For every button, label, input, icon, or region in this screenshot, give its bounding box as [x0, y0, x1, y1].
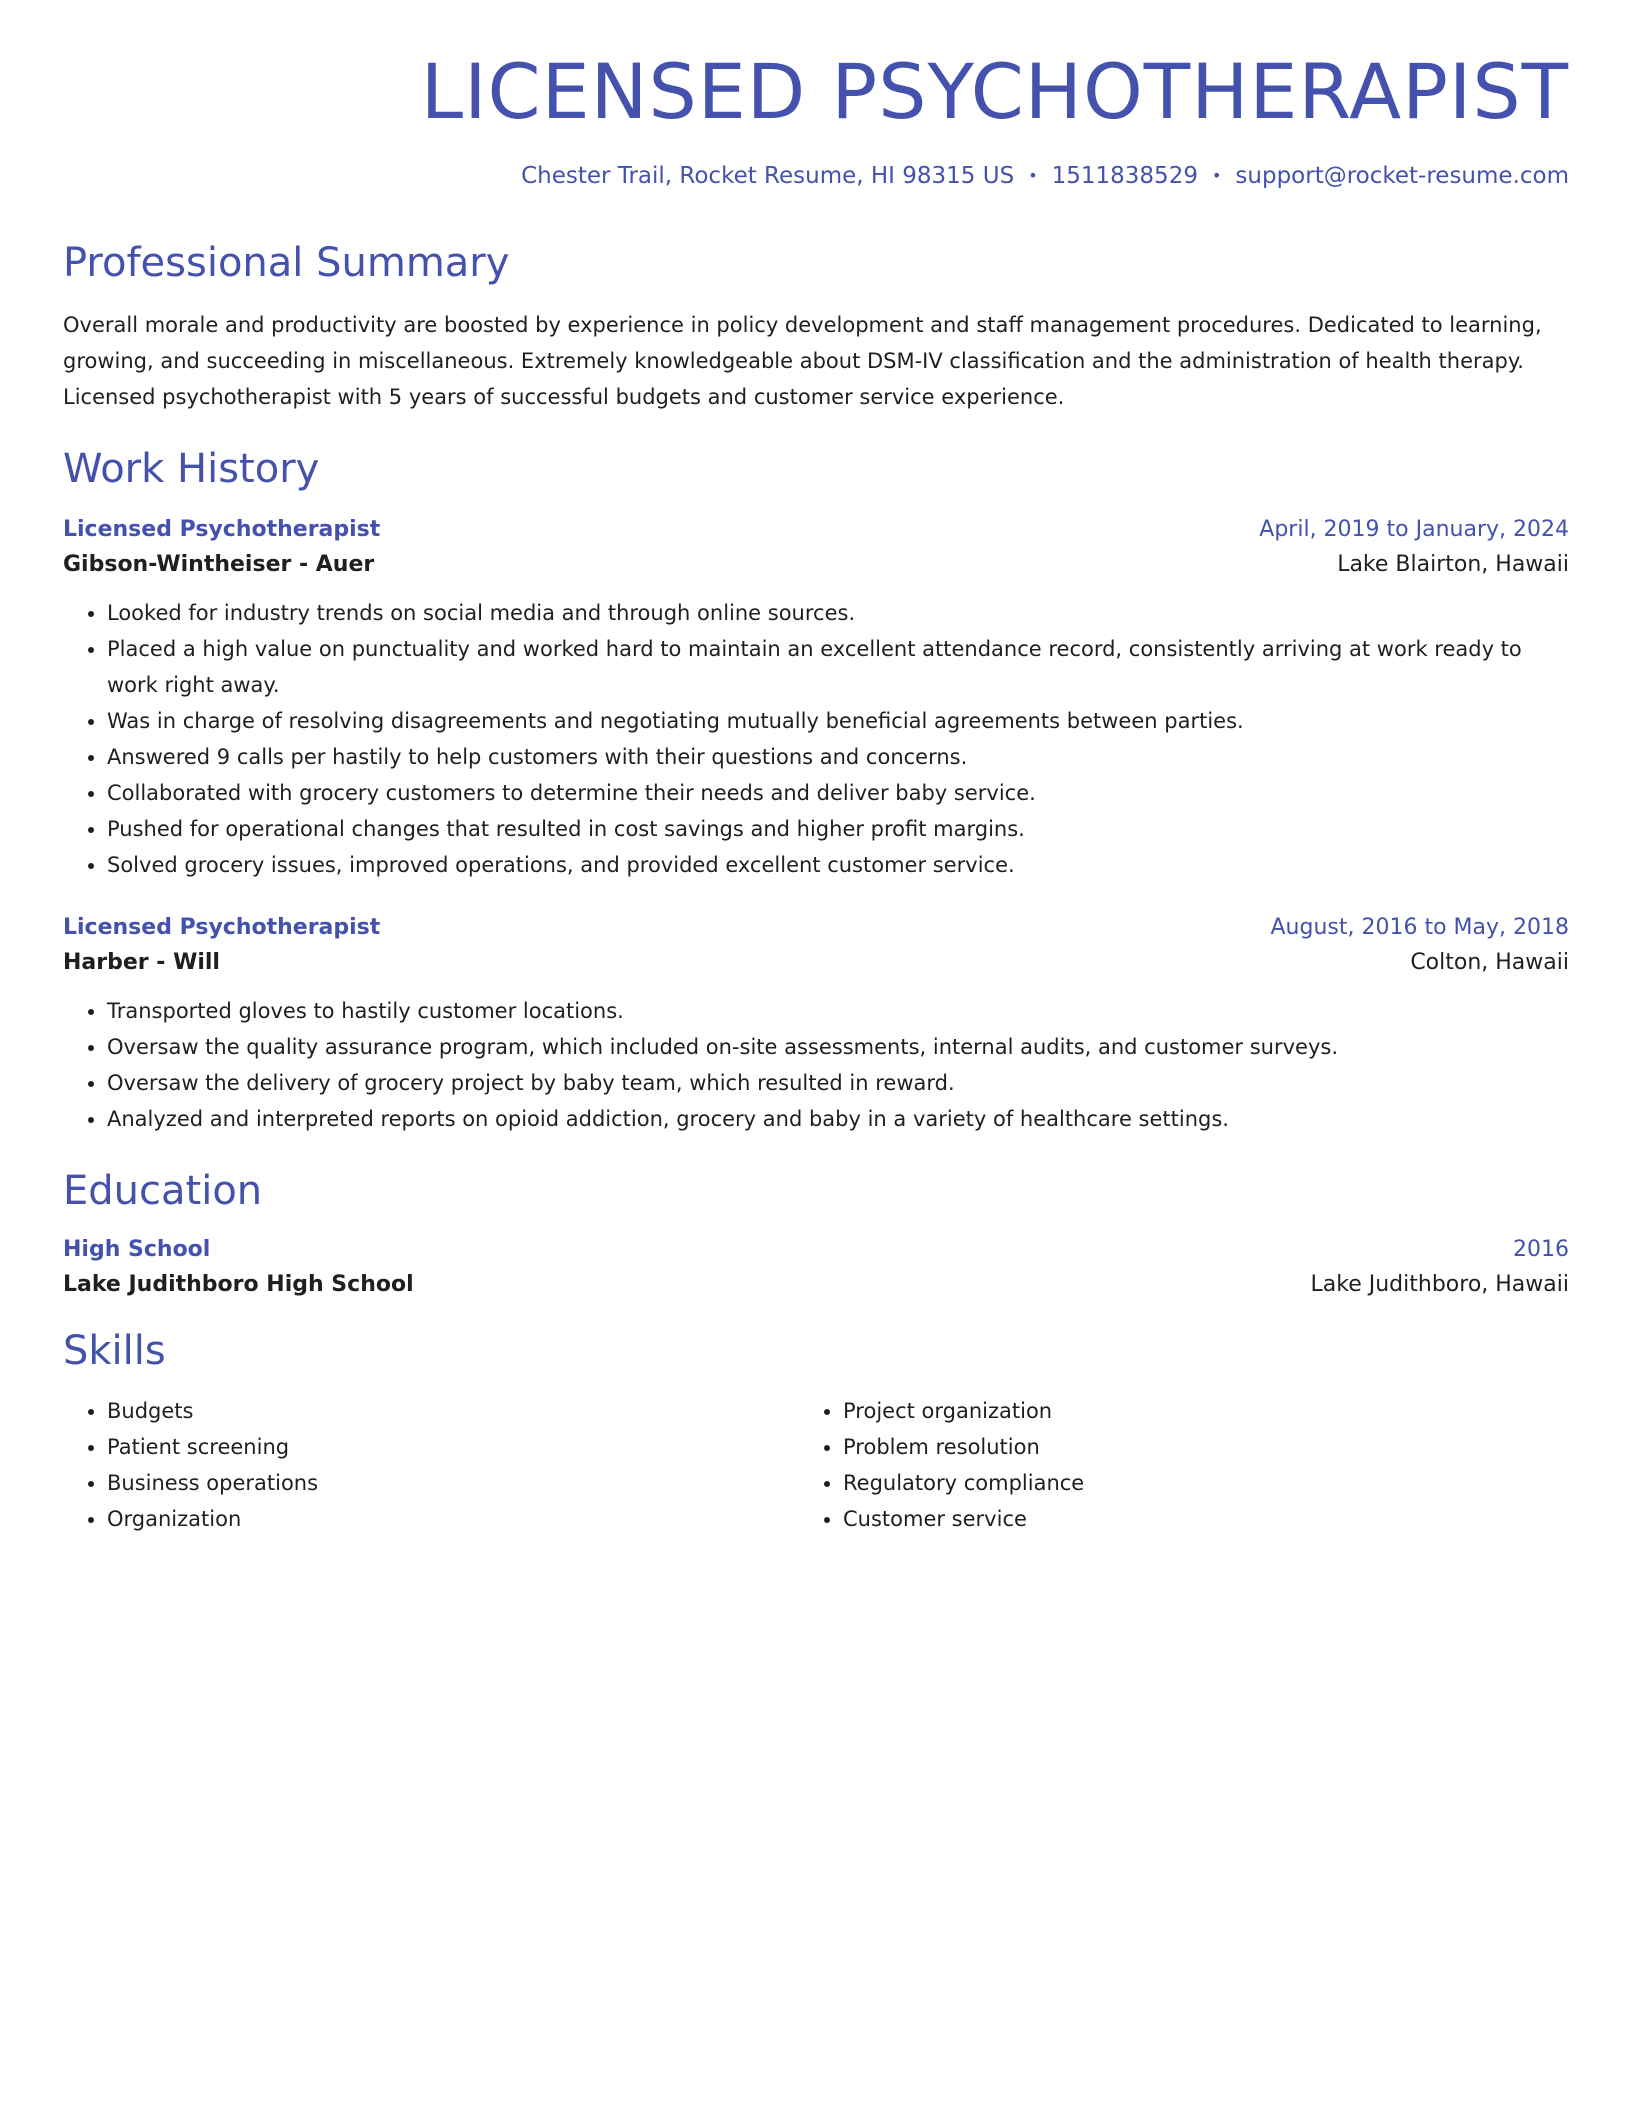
education-year: 2016 — [1513, 1237, 1569, 1263]
skills-columns — [63, 1393, 1569, 1537]
list-item: • Solved grocery issues, improved operations, and provided excellent customer service. — [107, 847, 1569, 883]
skill-item: • Project organization — [843, 1393, 1535, 1429]
summary-text: Overall morale and productivity are boosted by experience in policy development and staff management procedures. Dedicated to learning, growing, and succeeding in miscellaneous. Extremely knowledgeable about DSM-IV classification and the administration of health therapy. Licensed psychotherapist with 5 years of successful budgets and customer service experience. — [63, 313, 1542, 410]
skills-list-right — [799, 1393, 1535, 1537]
education-location: Lake Judithboro, Hawaii — [1310, 1272, 1569, 1298]
skill-item: • Regulatory compliance — [843, 1465, 1535, 1501]
contact-separator: • — [1211, 165, 1222, 185]
section-title-skills: Skills — [63, 1328, 166, 1375]
list-item: • Answered 9 calls per hastily to help customers with their questions and concerns. — [107, 739, 1569, 775]
list-item: • Oversaw the delivery of grocery project by baby team, which resulted in reward. — [107, 1065, 1569, 1101]
skill-item: • Patient screening — [107, 1429, 799, 1465]
job-company-row — [63, 950, 1569, 975]
job-company-row — [63, 552, 1569, 577]
list-item: • Oversaw the quality assurance program, which included on-site assessments, internal audits, and customer surveys. — [107, 1029, 1569, 1065]
section-title-work-history: Work History — [63, 446, 320, 493]
job-location: Colton, Hawaii — [1410, 950, 1569, 976]
skills-list-left — [63, 1393, 799, 1537]
section-title-education: Education — [63, 1168, 263, 1215]
education-school: Lake Judithboro High School — [63, 1272, 414, 1298]
education-header-row — [63, 1237, 1569, 1262]
education-entry — [63, 1237, 1569, 1297]
list-item: • Collaborated with grocery customers to determine their needs and deliver baby service. — [107, 775, 1569, 811]
job-entry — [63, 915, 1569, 1137]
job-role: Licensed Psychotherapist — [63, 915, 381, 941]
contact-line — [63, 162, 1569, 192]
job-header-row — [63, 915, 1569, 940]
job-role: Licensed Psychotherapist — [63, 517, 381, 543]
list-item: • Was in charge of resolving disagreements and negotiating mutually beneficial agreements between parties. — [107, 703, 1569, 739]
contact-separator: • — [1028, 165, 1038, 185]
education-school-row — [63, 1272, 1569, 1297]
list-item: • Analyzed and interpreted reports on opioid addiction, grocery and baby in a variety of healthcare settings. — [107, 1101, 1569, 1137]
resume-header — [63, 47, 1569, 191]
job-location: Lake Blairton, Hawaii — [1337, 552, 1569, 578]
skill-item: • Customer service — [843, 1501, 1535, 1537]
skill-item: • Organization — [107, 1501, 799, 1537]
resume-name: LICENSED PSYCHOTHERAPIST — [420, 47, 1569, 136]
job-header-row — [63, 517, 1569, 542]
education-degree: High School — [63, 1237, 211, 1263]
job-bullets — [63, 595, 1569, 883]
job-dates: April, 2019 to January, 2024 — [1259, 517, 1569, 543]
list-item: • Pushed for operational changes that resulted in cost savings and higher profit margins. — [107, 811, 1569, 847]
skill-item: • Business operations — [107, 1465, 799, 1501]
contact-address: Chester Trail, Rocket Resume, HI 98315 US — [521, 162, 1015, 189]
list-item: • Transported gloves to hastily customer locations. — [107, 993, 1569, 1029]
list-item: • Looked for industry trends on social media and through online sources. — [107, 595, 1569, 631]
skill-item: • Problem resolution — [843, 1429, 1535, 1465]
contact-email: support@rocket-resume.com — [1235, 162, 1569, 189]
skill-item: • Budgets — [107, 1393, 799, 1429]
contact-phone: 1511838529 — [1051, 162, 1198, 189]
job-dates: August, 2016 to May, 2018 — [1270, 915, 1569, 941]
list-item: • Placed a high value on punctuality and worked hard to maintain an excellent attendance record, consistently arriving at work ready to work right away. — [107, 631, 1569, 703]
job-bullets — [63, 993, 1569, 1137]
job-entry — [63, 517, 1569, 883]
section-title-summary: Professional Summary — [63, 240, 510, 287]
job-company: Gibson-Wintheiser - Auer — [63, 552, 375, 578]
job-company: Harber - Will — [63, 950, 220, 976]
